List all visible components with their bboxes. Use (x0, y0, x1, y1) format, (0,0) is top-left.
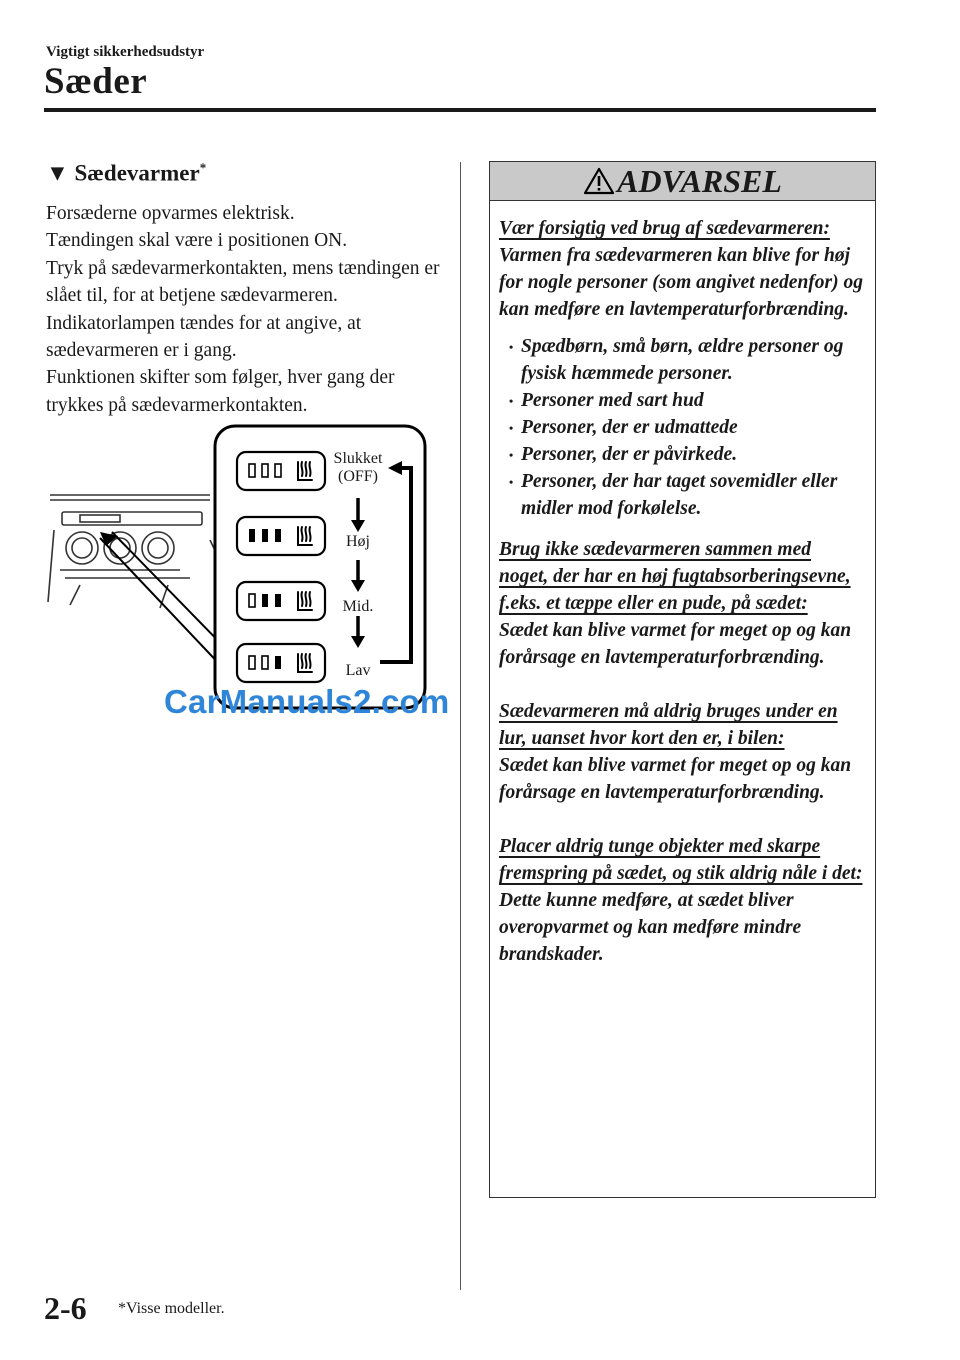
warning-triangle-icon (583, 167, 615, 195)
list-item: • Personer, der er udmattede (509, 414, 863, 441)
body-paragraph: Forsæderne opvarmes elektrisk. (46, 203, 295, 224)
label-high: Høj (346, 533, 370, 550)
section-label: Vigtigt sikkerhedsudstyr (46, 44, 205, 60)
body-paragraph: Tryk på sædevarmerkontakten, mens tændingen er slået til, for at betjene sædevarmeren. Indikatorlampen tændes for at angive, at sædevarmeren er i gang. (46, 257, 440, 362)
header-rule (44, 108, 876, 112)
warning-box (489, 161, 876, 1198)
list-item: • Personer, der har taget sovemidler eller midler mod forkølelse. (509, 468, 863, 522)
warning-text: Sædet kan blive varmet for meget op og kan forårsage en lavtemperaturforbrænding. (499, 620, 852, 668)
label-off: Slukket (OFF) (333, 450, 383, 485)
seat-warmer-diagram (40, 420, 440, 720)
warning-text: Dette kunne medføre, at sædet bliver overopvarmet og kan medføre mindre brandskader. (499, 890, 802, 965)
section-heading-text: ▼ Sædevarmer (46, 160, 200, 186)
warning-text: Sædet kan blive varmet for meget op og kan forårsage en lavtemperaturforbrænding. (499, 755, 852, 803)
section-heading (46, 160, 206, 187)
warning-text: Varmen fra sædevarmeren kan blive for høj for nogle personer (som angivet nedenfor) og kan medføre en lavtemperaturforbrænding. (499, 245, 863, 320)
label-low: Lav (345, 662, 371, 679)
body-paragraph: Tændingen skal være i positionen ON. (46, 230, 348, 252)
page-title: Sæder (44, 61, 148, 102)
warning-title: ADVARSEL (617, 162, 782, 199)
footnote: *Visse modeller. (118, 1300, 225, 1317)
list-item: • Spædbørn, små børn, ældre personer og fysisk hæmmede personer. (509, 333, 863, 387)
list-item: • Personer, der er påvirkede. (509, 441, 863, 468)
warning-heading: Sædevarmeren må aldrig bruges under en lur, uanset hvor kort den er, i bilen: (499, 701, 838, 749)
warning-heading: Brug ikke sædevarmeren sammen med noget, der har en høj fugtabsorberingsevne, f.eks. et tæppe eller en pude, på sædet: (499, 539, 851, 614)
warning-body (490, 201, 875, 968)
warning-header (490, 162, 875, 201)
label-mid: Mid. (342, 598, 374, 615)
list-item: • Personer med sart hud (509, 387, 863, 414)
column-divider (460, 162, 461, 1290)
body-text (46, 200, 446, 419)
warning-heading: Vær forsigtig ved brug af sædevarmeren: (499, 218, 830, 239)
warning-heading: Placer aldrig tunge objekter med skarpe fremspring på sædet, og stik aldrig nåle i det: (499, 836, 863, 884)
watermark[interactable]: CarManuals2.com (164, 683, 450, 720)
page-number: 2-6 (44, 1290, 87, 1326)
warning-bullets (509, 333, 863, 522)
body-paragraph: Funktionen skifter som følger, hver gang der trykkes på sædevarmerkontakten. (46, 367, 395, 416)
footnote-mark: * (199, 160, 207, 175)
